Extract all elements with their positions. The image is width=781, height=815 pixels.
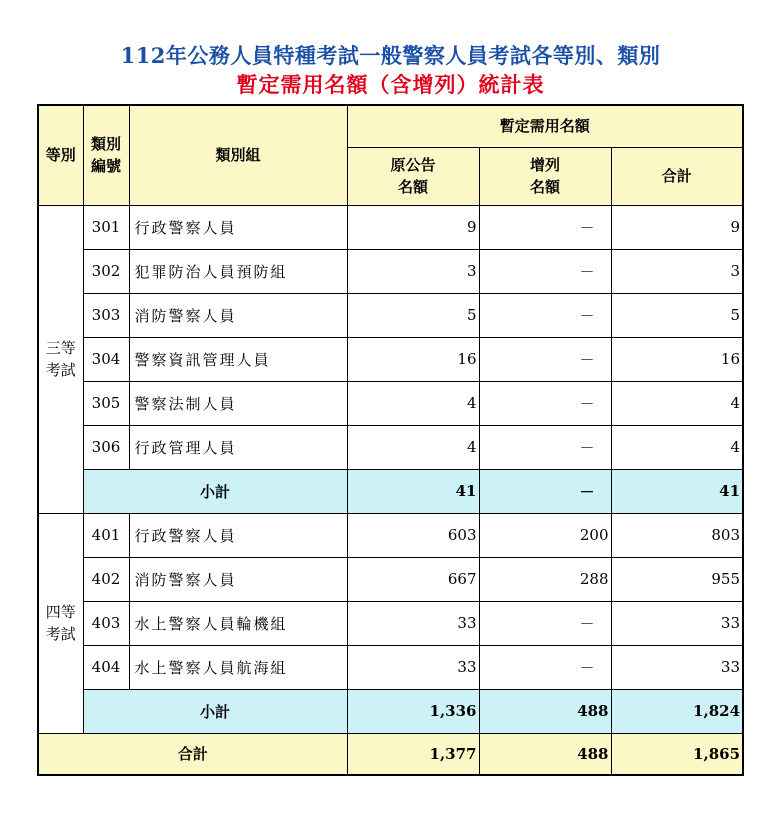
row-orig: 603 [347, 513, 479, 557]
header-total: 合計 [611, 147, 743, 205]
grand-total-row [38, 733, 743, 775]
row-code: 303 [83, 293, 129, 337]
table-row [38, 645, 743, 689]
table-row [38, 205, 743, 249]
row-orig: 3 [347, 249, 479, 293]
row-code: 403 [83, 601, 129, 645]
grade-cell [38, 513, 83, 733]
row-name: 警察資訊管理人員 [129, 337, 347, 381]
row-total: 33 [611, 645, 743, 689]
subtotal-row [38, 689, 743, 733]
grade-line1: 三等 [45, 339, 76, 357]
row-add: 200 [479, 513, 611, 557]
grand-total-orig: 1,377 [347, 733, 479, 775]
header-quota: 暫定需用名額 [347, 105, 743, 147]
table-row [38, 249, 743, 293]
table-row [38, 381, 743, 425]
row-add: － [479, 425, 611, 469]
row-orig: 667 [347, 557, 479, 601]
row-add: － [479, 293, 611, 337]
row-add: － [479, 249, 611, 293]
subtotal-add: － [479, 469, 611, 513]
row-name: 水上警察人員航海組 [129, 645, 347, 689]
quota-table [37, 104, 744, 776]
grade-line1: 四等 [45, 603, 76, 621]
header-orig-line2: 名額 [397, 178, 428, 196]
row-total: 4 [611, 425, 743, 469]
row-orig: 9 [347, 205, 479, 249]
row-name: 行政管理人員 [129, 425, 347, 469]
row-orig: 4 [347, 381, 479, 425]
row-add: － [479, 645, 611, 689]
header-code-line1: 類別 [90, 135, 121, 154]
row-code: 304 [83, 337, 129, 381]
row-code: 301 [83, 205, 129, 249]
table-row [38, 557, 743, 601]
header-code-line2: 編號 [90, 157, 121, 176]
row-orig: 33 [347, 601, 479, 645]
row-name: 行政警察人員 [129, 513, 347, 557]
table-row [38, 513, 743, 557]
row-code: 302 [83, 249, 129, 293]
grade-cell [38, 205, 83, 513]
table-subtitle: 暫定需用名額（含增列）統計表 [236, 72, 545, 97]
row-name: 犯罪防治人員預防組 [129, 249, 347, 293]
row-orig: 33 [347, 645, 479, 689]
table-row [38, 293, 743, 337]
row-name: 消防警察人員 [129, 557, 347, 601]
row-add: 288 [479, 557, 611, 601]
row-add: － [479, 205, 611, 249]
row-orig: 5 [347, 293, 479, 337]
row-code: 402 [83, 557, 129, 601]
row-total: 955 [611, 557, 743, 601]
table-title: 112年公務人員特種考試一般警察人員考試各等別、類別 [120, 43, 661, 68]
row-add: － [479, 381, 611, 425]
header-add-line2: 名額 [529, 178, 560, 196]
row-total: 5 [611, 293, 743, 337]
subtotal-label: 小計 [83, 689, 347, 733]
table-row [38, 337, 743, 381]
table-row [38, 601, 743, 645]
header-add-line1: 增列 [529, 156, 560, 174]
header-orig [347, 147, 479, 205]
subtotal-label: 小計 [83, 469, 347, 513]
subtotal-add: 488 [479, 689, 611, 733]
row-total: 9 [611, 205, 743, 249]
header-orig-line1: 原公告 [390, 156, 436, 174]
row-code: 404 [83, 645, 129, 689]
subtotal-orig: 1,336 [347, 689, 479, 733]
row-total: 803 [611, 513, 743, 557]
row-code: 305 [83, 381, 129, 425]
grade-line2: 考試 [45, 361, 76, 379]
grade-line2: 考試 [45, 625, 76, 643]
grand-total-total: 1,865 [611, 733, 743, 775]
subtotal-total: 1,824 [611, 689, 743, 733]
row-code: 401 [83, 513, 129, 557]
subtotal-total: 41 [611, 469, 743, 513]
header-code [83, 105, 129, 205]
row-total: 3 [611, 249, 743, 293]
header-grade: 等別 [38, 105, 83, 205]
row-orig: 4 [347, 425, 479, 469]
header-add [479, 147, 611, 205]
subtotal-orig: 41 [347, 469, 479, 513]
row-name: 行政警察人員 [129, 205, 347, 249]
subtotal-row [38, 469, 743, 513]
row-total: 4 [611, 381, 743, 425]
row-name: 警察法制人員 [129, 381, 347, 425]
row-add: － [479, 337, 611, 381]
table-row [38, 425, 743, 469]
row-orig: 16 [347, 337, 479, 381]
grand-total-label: 合計 [38, 733, 347, 775]
row-add: － [479, 601, 611, 645]
row-total: 16 [611, 337, 743, 381]
row-code: 306 [83, 425, 129, 469]
row-total: 33 [611, 601, 743, 645]
row-name: 消防警察人員 [129, 293, 347, 337]
header-group: 類別組 [129, 105, 347, 205]
row-name: 水上警察人員輪機組 [129, 601, 347, 645]
grand-total-add: 488 [479, 733, 611, 775]
